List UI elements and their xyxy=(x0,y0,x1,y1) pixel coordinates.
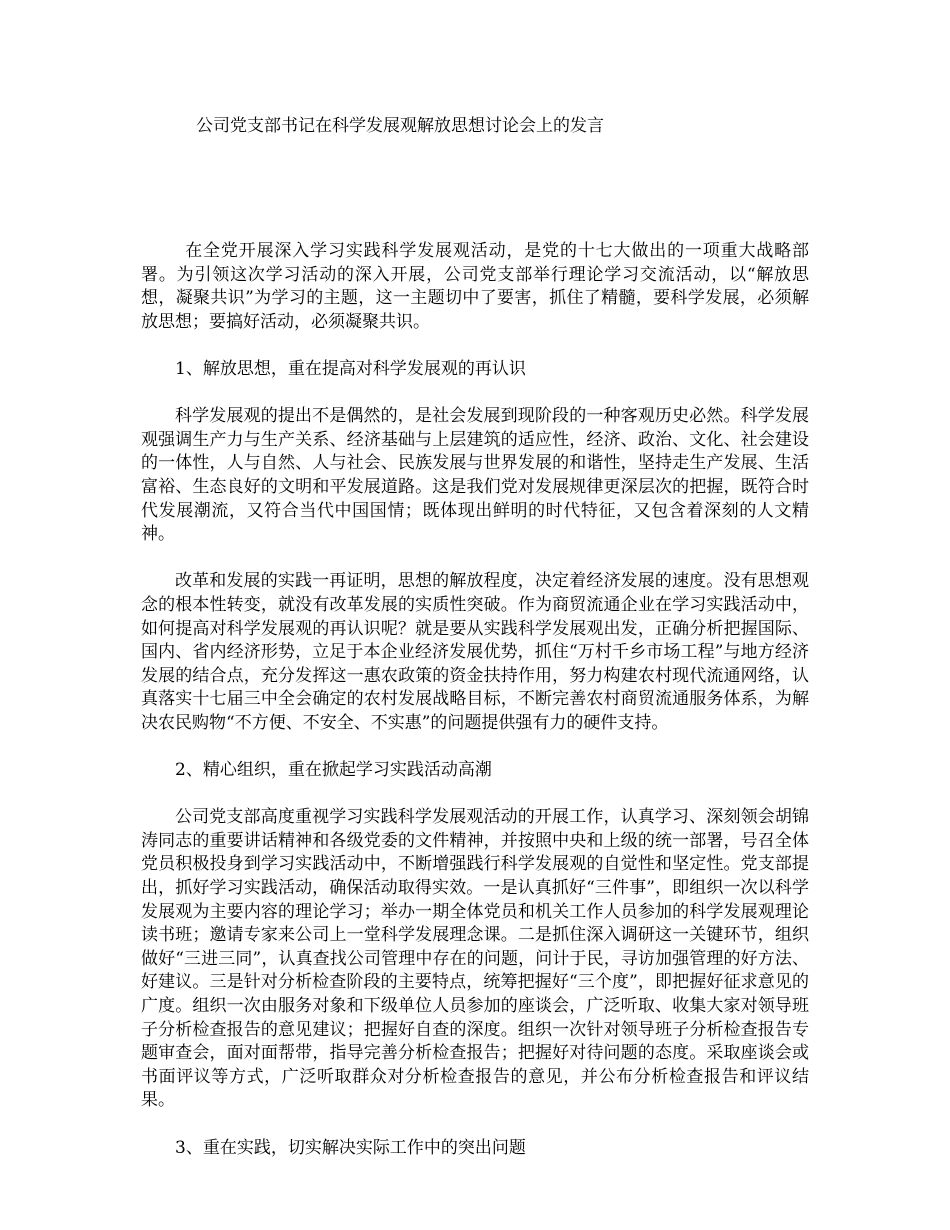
section-1-paragraph-2: 改革和发展的实践一再证明，思想的解放程度，决定着经济发展的速度。没有思想观念的根本性转变，就没有改革发展的实质性突破。作为商贸流通企业在学习实践活动中，如何提高对科学发展观的再认识呢？就是要从实践科学发展观出发，正确分析把握国际、国内、省内经济形势，立足于本企业经济发展优势，抓住“万村千乡市场工程”与地方经济发展的结合点，充分发挥这一惠农政策的资金扶持作用，努力构建农村现代流通网络，认真落实十七届三中全会确定的农村发展战略目标，不断完善农村商贸流通服务体系，为解决农民购物“不方便、不安全、不实惠”的问题提供强有力的硬件支持。 xyxy=(141,571,809,733)
section-heading-1: 1、解放思想，重在提高对科学发展观的再认识 xyxy=(175,358,526,379)
intro-paragraph: 在全党开展深入学习实践科学发展观活动，是党的十七大做出的一项重大战略部署。为引领这次学习活动的深入开展，公司党支部举行理论学习交流活动，以“解放思想，凝聚共识”为学习的主题，这一主题切中了要害，抓住了精髓，要科学发展，必须解放思想；要搞好活动，必须凝聚共识。 xyxy=(141,241,809,332)
section-1-paragraph-1: 科学发展观的提出不是偶然的，是社会发展到现阶段的一种客观历史必然。科学发展观强调生产力与生产关系、经济基础与上层建筑的适应性，经济、政治、文化、社会建设的一体性，人与自然、人与社会、民族发展与世界发展的和谐性，坚持走生产发展、生活富裕、生态良好的文明和平发展道路。这是我们党对发展规律更深层次的把握，既符合时代发展潮流，又符合当代中国国情；既体现出鲜明的时代特征，又包含着深刻的人文精神。 xyxy=(141,406,809,545)
section-2-paragraph-1: 公司党支部高度重视学习实践科学发展观活动的开展工作，认真学习、深刻领会胡锦涛同志的重要讲话精神和各级党委的文件精神，并按照中央和上级的统一部署，号召全体党员积极投身到学习实践活动中，不断增强践行科学发展观的自觉性和坚定性。党支部提出，抓好学习实践活动，确保活动取得实效。一是认真抓好“三件事”，即组织一次以科学发展观为主要内容的理论学习；举办一期全体党员和机关工作人员参加的科学发展观理论读书班；邀请专家来公司上一堂科学发展理念课。二是抓住深入调研这一关键环节，组织做好“三进三同”，认真查找公司管理中存在的问题，问计于民，寻访加强管理的好方法、好建议。三是针对分析检查阶段的主要特点，统筹把握好“三个度”，即把握好征求意见的广度。组织一次由服务对象和下级单位人员参加的座谈会，广泛听取、收集大家对领导班子分析检查报告的意见建议；把握好自查的深度。组织一次针对领导班子分析检查报告专题审查会，面对面帮带，指导完善分析检查报告；把握好对待问题的态度。采取座谈会或书面评议等方式，广泛听取群众对分析检查报告的意见，并公布分析检查报告和评议结果。 xyxy=(141,807,809,1111)
section-heading-3: 3、重在实践，切实解决实际工作中的突出问题 xyxy=(175,1137,526,1158)
document-title: 公司党支部书记在科学发展观解放思想讨论会上的发言 xyxy=(196,116,604,136)
section-heading-2: 2、精心组织，重在掀起学习实践活动高潮 xyxy=(175,760,492,781)
document-body xyxy=(141,240,809,1184)
